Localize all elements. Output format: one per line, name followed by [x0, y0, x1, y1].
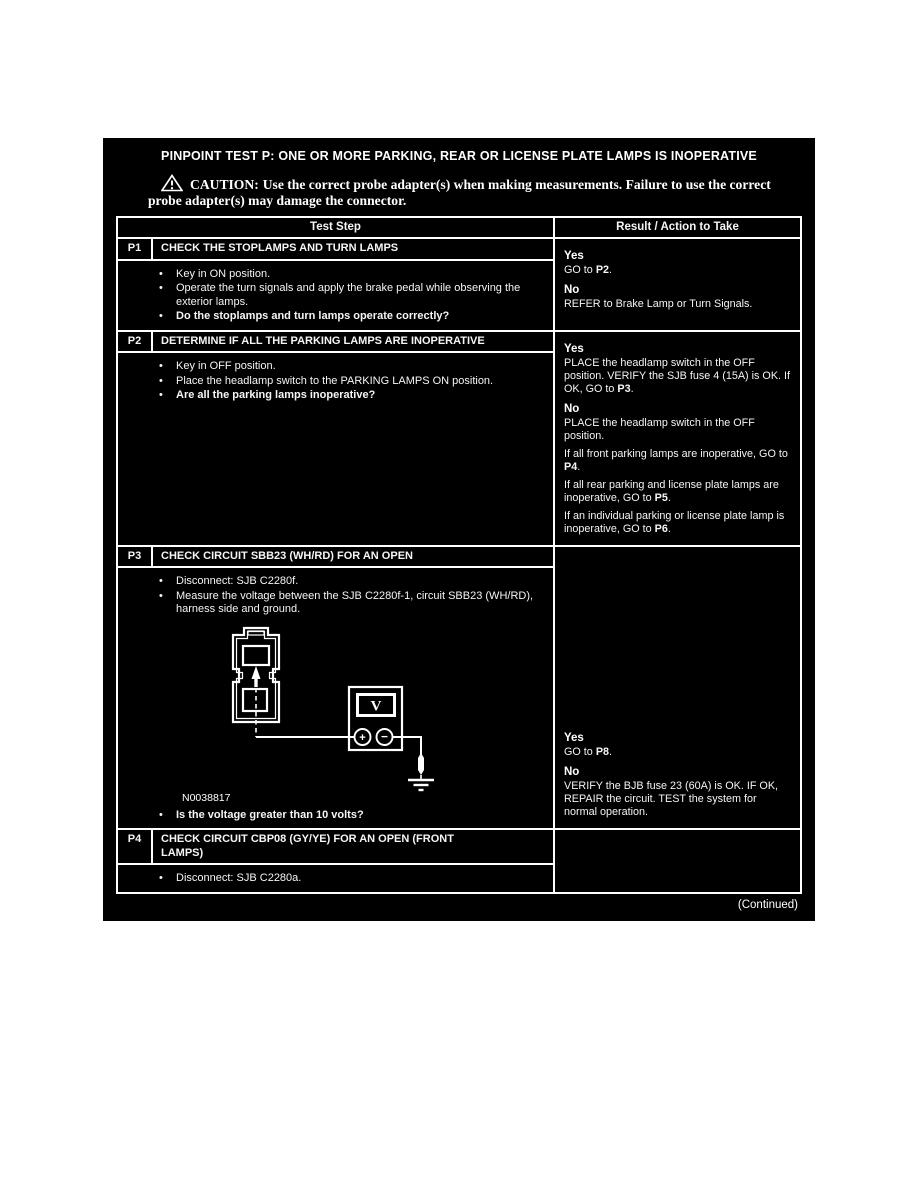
- step-id: P4: [118, 830, 153, 863]
- step-bullet: [118, 310, 553, 324]
- result-text: PLACE the headlamp switch in the OFF position.: [564, 416, 755, 442]
- table-header-row: [118, 218, 800, 239]
- result-text: .: [609, 264, 613, 276]
- bullet-dot-icon: •: [159, 872, 163, 884]
- bullet-dot-icon: •: [159, 360, 163, 372]
- result-action: [564, 357, 792, 396]
- bullet-text: Measure the voltage between the SJB C2280f-1, circuit SBB23 (WH/RD), harness side and ground.: [176, 589, 534, 615]
- page-title: PINPOINT TEST P: ONE OR MORE PARKING, REAR OR LICENSE PLATE LAMPS IS INOPERATIVE: [161, 149, 757, 163]
- minus-terminal-label: −: [380, 728, 389, 743]
- step-bullet: [118, 282, 553, 309]
- result-verdict: No: [564, 766, 580, 778]
- bullet-text: Place the headlamp switch to the PARKING LAMPS ON position.: [176, 374, 494, 387]
- step-instructions: [118, 353, 553, 545]
- step-id: P2: [118, 332, 153, 352]
- step-reference: P2: [595, 264, 610, 276]
- bullet-text: Are all the parking lamps inoperative?: [176, 389, 376, 401]
- result-text: If an individual parking or license plate lamp is inoperative, GO to: [564, 509, 785, 535]
- ground-icon: [408, 780, 434, 790]
- result-text: PLACE the headlamp switch in the OFF position. VERIFY the SJB fuse 4 (15A) is OK. If OK, GO to: [564, 356, 791, 395]
- step-bullet: [118, 375, 553, 389]
- test-step-cell: [118, 332, 555, 545]
- bullet-text: Operate the turn signals and apply the brake pedal while observing the exterior lamps.: [176, 282, 521, 308]
- bullet-dot-icon: •: [159, 374, 163, 387]
- result-text: .: [577, 460, 581, 473]
- step-group-p2: [118, 330, 800, 545]
- plus-terminal-label: +: [359, 731, 366, 744]
- bullet-dot-icon: •: [159, 267, 163, 280]
- result-action-cell: [555, 830, 800, 892]
- bullet-text: Key in OFF position.: [176, 360, 276, 372]
- step-group-p1: [118, 239, 800, 330]
- column-header-result: Result / Action to Take: [616, 221, 739, 233]
- test-step-cell: [118, 830, 555, 892]
- step-id: P1: [118, 239, 153, 259]
- step-bullet: [118, 389, 553, 403]
- result-text: VERIFY the BJB fuse 23 (60A) is OK. IF OK, REPAIR the circuit. TEST the system for normal operation.: [564, 780, 779, 818]
- bullet-dot-icon: •: [159, 575, 163, 587]
- voltmeter-icon: [349, 687, 402, 750]
- result-text: If all rear parking and license plate lamps are inoperative, GO to: [564, 478, 779, 504]
- pinpoint-test-panel: [103, 138, 815, 921]
- step-reference: P8: [595, 746, 610, 758]
- step-title-row: [118, 332, 553, 354]
- result-action-cell: [555, 239, 800, 330]
- step-group-p4: [118, 828, 800, 892]
- pinpoint-test-table: [116, 216, 802, 894]
- step-title-row: [118, 547, 553, 569]
- bullet-text: Do the stoplamps and turn lamps operate correctly?: [176, 310, 450, 322]
- step-title-row: [118, 830, 553, 865]
- step-reference: P4: [564, 460, 578, 473]
- bullet-text: Disconnect: SJB C2280f.: [176, 575, 299, 587]
- result-text: REFER to Brake Lamp or Turn Signals.: [564, 298, 753, 310]
- result-verdict: Yes: [564, 250, 584, 262]
- step-bullet: [118, 809, 553, 823]
- result-action: [564, 417, 792, 443]
- result-text: .: [609, 746, 613, 758]
- step-reference: P6: [654, 522, 668, 535]
- result-action: [564, 479, 792, 505]
- result-verdict: Yes: [564, 732, 584, 744]
- caution-text: Use the correct probe adapter(s) when making measurements. Failure to use the correct probe adapter(s) may damage the connector.: [148, 177, 771, 208]
- result-action: [564, 746, 792, 759]
- step-bullet: [118, 268, 553, 282]
- voltmeter-label: V: [370, 698, 382, 714]
- result-text: If all front parking lamps are inoperative, GO to: [564, 447, 788, 460]
- circuit-test-figure: [180, 625, 440, 807]
- step-title: CHECK CIRCUIT SBB23 (WH/RD) FOR AN OPEN: [161, 549, 413, 562]
- test-step-cell: [118, 239, 555, 330]
- result-action: [564, 448, 792, 474]
- result-text: GO to: [564, 264, 596, 276]
- probe-pin-icon: [418, 753, 424, 780]
- step-title: CHECK CIRCUIT CBP08 (GY/YE) FOR AN OPEN (FRONT LAMPS): [161, 833, 454, 859]
- step-title: DETERMINE IF ALL THE PARKING LAMPS ARE INOPERATIVE: [161, 334, 485, 347]
- negative-lead-wire: [393, 737, 422, 755]
- test-probe-arrow-icon: [252, 666, 261, 687]
- result-verdict: Yes: [564, 342, 584, 355]
- step-bullet: [118, 872, 553, 886]
- step-reference: P3: [617, 382, 631, 395]
- bullet-text: Is the voltage greater than 10 volts?: [176, 808, 364, 821]
- step-bullet: [118, 590, 553, 617]
- step-instructions: [118, 568, 553, 828]
- result-action: [564, 298, 792, 311]
- test-step-cell: [118, 547, 555, 829]
- step-instructions: [118, 865, 553, 892]
- measurement-diagram: [118, 625, 553, 807]
- result-action-cell: [555, 332, 800, 545]
- step-bullet: [118, 360, 553, 374]
- step-title-row: [118, 239, 553, 261]
- bullet-dot-icon: •: [159, 389, 163, 401]
- bullet-text: Key in ON position.: [176, 267, 271, 280]
- caution-note: [148, 174, 781, 208]
- column-header-test-step: Test Step: [118, 218, 555, 237]
- step-id: P3: [118, 547, 153, 567]
- bullet-dot-icon: •: [159, 310, 163, 322]
- result-text: GO to: [564, 746, 596, 758]
- result-verdict: No: [564, 402, 580, 415]
- result-text: .: [667, 491, 671, 504]
- step-bullet: [118, 575, 553, 589]
- step-group-p3: [118, 545, 800, 829]
- result-text: .: [630, 382, 634, 395]
- warning-triangle-icon: [161, 174, 183, 192]
- bullet-dot-icon: •: [159, 589, 163, 602]
- step-reference: P5: [654, 491, 668, 504]
- bullet-dot-icon: •: [159, 808, 163, 821]
- result-action-cell: [555, 547, 800, 829]
- step-instructions: [118, 261, 553, 330]
- figure-label: N0038817: [182, 791, 231, 804]
- bullet-dot-icon: •: [159, 282, 163, 294]
- step-title: CHECK THE STOPLAMPS AND TURN LAMPS: [161, 242, 399, 254]
- result-text: .: [667, 522, 671, 535]
- result-verdict: No: [564, 284, 580, 296]
- caution-label: CAUTION:: [190, 177, 259, 192]
- result-action: [564, 780, 792, 819]
- result-action: [564, 510, 792, 536]
- bullet-text: Disconnect: SJB C2280a.: [176, 872, 302, 884]
- continued-note: (Continued): [737, 898, 798, 911]
- result-action: [564, 264, 792, 277]
